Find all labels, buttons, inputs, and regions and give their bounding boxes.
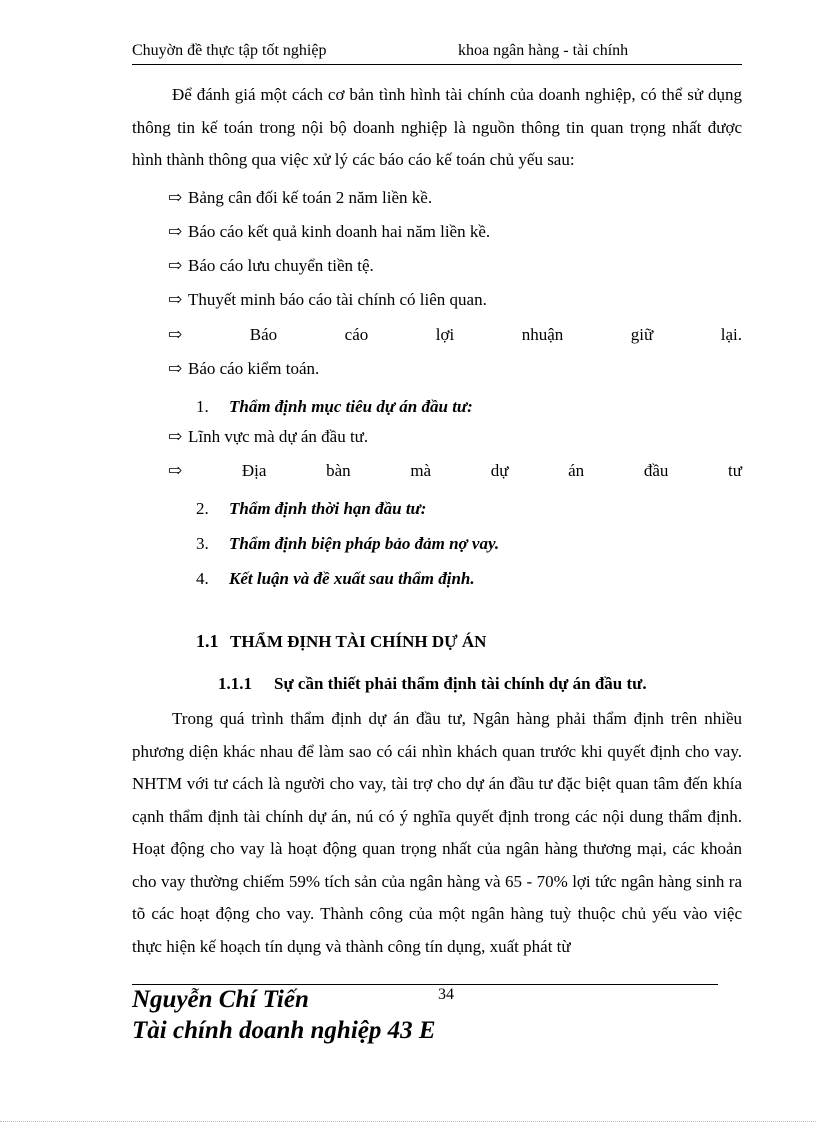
section-heading — [196, 631, 486, 652]
section-number: 1.1 — [196, 631, 219, 651]
list-item-text: Lĩnh vực mà dự án đầu tư. — [188, 427, 369, 446]
numbered-item — [196, 532, 499, 556]
item-title: Thẩm định thời hạn đầu tư: — [229, 499, 427, 518]
arrow-right-icon: ⇨ — [168, 427, 183, 446]
numbered-item — [196, 567, 475, 591]
footer-author: Nguyễn Chí Tiến — [132, 986, 309, 1013]
arrow-right-icon: ⇨ — [168, 461, 183, 480]
word: lợi — [435, 325, 455, 344]
page-number: 34 — [438, 986, 454, 1003]
arrow-right-icon: ⇨ — [168, 290, 183, 309]
list-item — [168, 186, 432, 210]
body-paragraph: Trong quá trình thẩm định dự án đầu tư, Ngân hàng phải thẩm định trên nhiều phương diện khác nhau để làm sao có cái nhìn khách quan trước khi quyết định cho vay. NHTM với tư cách là người cho vay, tài trợ cho dự án đầu tư đặc biệt quan tâm đến khía cạnh thẩm định tài chính dự án, nú có ý nghĩa quyết định trong các nội dung thẩm định. Hoạt động cho vay là hoạt động quan trọng nhất của ngân hàng thương mại, các khoản cho vay thường chiếm 59% tích sản của ngân hàng và 65 - 70% lợi tức ngân hàng sinh ra tõ các hoạt động cho vay. Thành công của một ngân hàng tuỳ thuộc chủ yếu vào việc thực hiện kế hoạch tín dụng và thành công tín dụng, xuất phát từ — [132, 709, 742, 956]
header-title-right: khoa ngân hàng - tài chính — [458, 42, 629, 59]
word: Địa — [241, 461, 267, 480]
section-title: THẨM ĐỊNH TÀI CHÍNH DỰ ÁN — [230, 632, 487, 651]
word: tư — [728, 461, 742, 480]
header-divider — [132, 64, 742, 65]
intro-paragraph: Để đánh giá một cách cơ bản tình hình tài chính của doanh nghiệp, có thể sử dụng thông tin kế toán trong nội bộ doanh nghiệp là nguồn thông tin quan trọng nhất được hình thành thông qua việc xử lý các báo cáo kế toán chủ yếu sau: — [132, 85, 742, 169]
subsection-number: 1.1.1 — [218, 674, 252, 693]
arrow-right-icon: ⇨ — [168, 359, 183, 378]
subsection-heading — [218, 674, 647, 694]
list-item — [168, 254, 374, 278]
header-title-left: Chuyờn đề thực tập tốt nghiệp — [132, 42, 327, 59]
numbered-item — [196, 497, 426, 521]
word: dự — [490, 461, 509, 480]
subsection-title: Sự cần thiết phải thẩm định tài chính dự án đầu tư. — [274, 674, 647, 693]
footer-class: Tài chính doanh nghiệp 43 E — [132, 1017, 436, 1044]
list-item-text: Báo cáo kiểm toán. — [188, 359, 320, 378]
list-item — [168, 357, 319, 381]
word: án — [568, 461, 585, 480]
arrow-right-icon: ⇨ — [168, 222, 183, 241]
word: đầu — [643, 461, 669, 480]
footer-divider — [132, 984, 718, 985]
item-title: Thẩm định biện pháp bảo đảm nợ vay. — [229, 534, 500, 553]
list-item-text: Báo cáo kết quả kinh doanh hai năm liền kề. — [188, 222, 491, 241]
list-item-text: Thuyết minh báo cáo tài chính có liên quan. — [188, 290, 487, 309]
list-item-text: Bảng cân đối kế toán 2 năm liền kề. — [188, 188, 433, 207]
item-number: 3. — [196, 534, 209, 553]
arrow-right-icon: ⇨ — [168, 188, 183, 207]
list-item-justified — [168, 459, 742, 483]
item-number: 4. — [196, 569, 209, 588]
page-bottom-divider — [0, 1121, 816, 1122]
numbered-item — [196, 395, 473, 419]
item-number: 1. — [196, 397, 209, 416]
item-title: Thẩm định mục tiêu dự án đầu tư: — [229, 397, 473, 416]
item-title: Kết luận và đề xuất sau thẩm định. — [229, 569, 475, 588]
word: giữ — [630, 325, 654, 344]
word: nhuận — [521, 325, 564, 344]
word: cáo — [344, 325, 369, 344]
item-number: 2. — [196, 499, 209, 518]
word: lại. — [720, 325, 742, 344]
list-item — [168, 425, 368, 449]
arrow-right-icon: ⇨ — [168, 256, 183, 275]
list-item — [168, 220, 490, 244]
word: Báo — [249, 325, 278, 344]
list-item-text: Báo cáo lưu chuyển tiền tệ. — [188, 256, 374, 275]
list-item-justified — [168, 323, 742, 347]
word: mà — [410, 461, 432, 480]
arrow-right-icon: ⇨ — [168, 325, 183, 344]
word: bàn — [326, 461, 351, 480]
list-item — [168, 288, 487, 312]
